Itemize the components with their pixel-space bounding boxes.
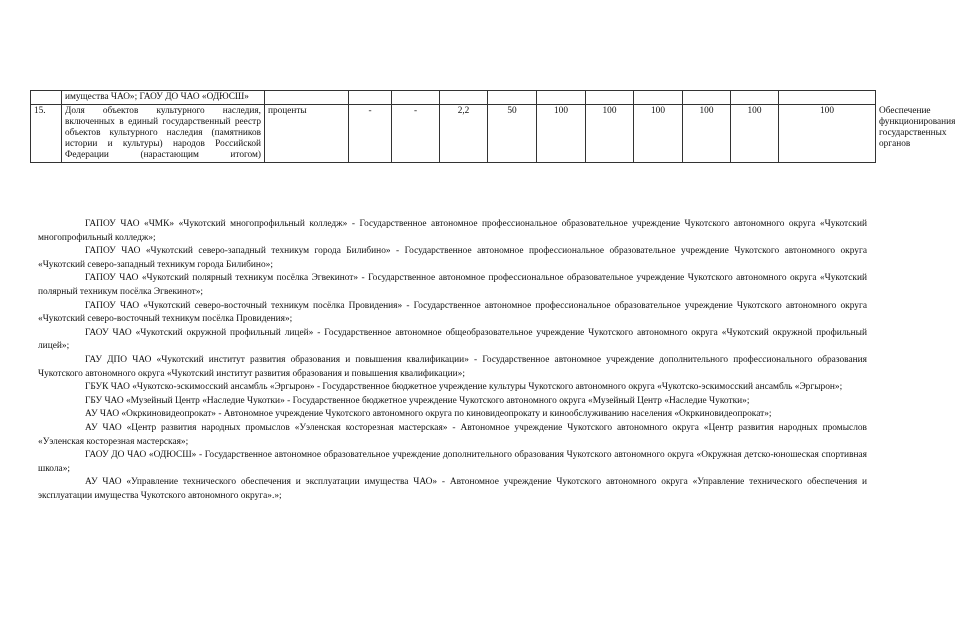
abbreviation-paragraph: ГАПОУ ЧАО «Чукотский полярный техникум посёлка Эгвекинот» - Государственное автономное профессиональное образовательное учреждение Чукотского автономного округа «Чукотский полярный техникум посёлка Эгвекинот»;	[38, 273, 867, 297]
value-cell: -	[349, 105, 392, 163]
value-cell: 100	[586, 105, 634, 163]
value-cell: 2,2	[440, 105, 488, 163]
abbreviation-paragraph: АУ ЧАО «Окркиновидеопрокат» - Автономное учреждение Чукотского автономного округа по киновидеопрокату и кинообслуживанию населения «Окркиновидеопрокат»;	[85, 409, 772, 420]
abbreviation-paragraph: ГБУК ЧАО «Чукотско-эскимосский ансамбль «Эргырон» - Государственное бюджетное учреждение культуры Чукотского автономного округа «Чукотско-эскимосский ансамбль «Эргырон»;	[85, 382, 843, 393]
abbreviation-paragraph: АУ ЧАО «Центр развития народных промыслов «Уэленская косторезная мастерская» - Автономное учреждение Чукотского автономного округа «Центр развития народных промыслов «Уэленская косторезная мастерская»;	[38, 422, 867, 447]
value-cell: 100	[731, 105, 779, 163]
value-cell: -	[392, 105, 440, 163]
unit-cell: проценты	[265, 105, 349, 163]
abbreviation-paragraph: ГАОУ ДО ЧАО «ОДЮСШ» - Государственное автономное образовательное учреждение дополнительного образования Чукотского автономного округа «Окружная детско-юношеская спортивная школа»;	[38, 450, 867, 474]
value-cell: 100	[683, 105, 731, 163]
table-row: 15. Доля объектов культурного наследия, включенных в единый государственный реестр объектов культурного наследия (памятников истории и культуры) народов Российской Федерации (нарастающим итогом) проценты - - 2,2 50 100 100 100 100 100 100 Обеспечение функционирования государственных органов	[31, 105, 876, 163]
indicators-table	[30, 90, 955, 163]
value-cell: 100	[634, 105, 683, 163]
value-cell: 50	[488, 105, 537, 163]
abbreviation-paragraph: ГАПОУ ЧАО «ЧМК» «Чукотский многопрофильный колледж» - Государственное автономное профессиональное образовательное учреждение Чукотского автономного округа «Чукотский многопрофильный колледж»;	[38, 219, 867, 243]
value-cell: 100	[537, 105, 586, 163]
abbreviation-paragraph: ГАПОУ ЧАО «Чукотский северо-западный техникум города Билибино» - Государственное автономное профессиональное образовательное учреждение Чукотского автономного округа «Чукотский северо-западный техникум города Билибино»;	[38, 246, 867, 270]
table-row	[31, 91, 876, 105]
row-text-cell: имущества ЧАО»; ГАОУ ДО ЧАО «ОДЮСШ»	[62, 91, 265, 105]
row-number-cell	[31, 91, 62, 105]
value-cell: 100	[779, 105, 876, 163]
abbreviation-paragraph: ГАУ ДПО ЧАО «Чукотский институт развития образования и повышения квалификации» - Государственное автономное учреждение дополнительного профессионального образования Чукотского автономного округа «Чукотский институт развития образования и повышения квалификации»;	[38, 354, 867, 379]
row-number-cell: 15.	[31, 105, 62, 163]
abbreviation-paragraph: ГАОУ ЧАО «Чукотский окружной профильный лицей» - Государственное автономное общеобразовательное учреждение Чукотского автономного округа «Чукотский окружной профильный лицей»;	[38, 327, 867, 352]
abbreviation-paragraph: АУ ЧАО «Управление технического обеспечения и эксплуатации имущества ЧАО» - Автономное учреждение Чукотского автономного округа «Управление технического обеспечения и эксплуатации имущества Чукотского автономного округа».»;	[38, 477, 867, 501]
abbreviations-list	[38, 218, 867, 503]
abbreviation-paragraph: ГАПОУ ЧАО «Чукотский северо-восточный техникум посёлка Провидения» - Государственное автономное профессиональное образовательное учреждение Чукотского автономного округа «Чукотский северо-восточный техникум посёлка Провидения»;	[38, 300, 867, 325]
indicator-cell: Доля объектов культурного наследия, включенных в единый государственный реестр объектов культурного наследия (памятников истории и культуры) народов Российской Федерации (нарастающим итогом)	[62, 105, 265, 163]
abbreviation-paragraph: ГБУ ЧАО «Музейный Центр «Наследие Чукотки» - Государственное бюджетное учреждение Чукотского автономного округа «Музейный Центр «Наследие Чукотки»;	[85, 395, 750, 406]
